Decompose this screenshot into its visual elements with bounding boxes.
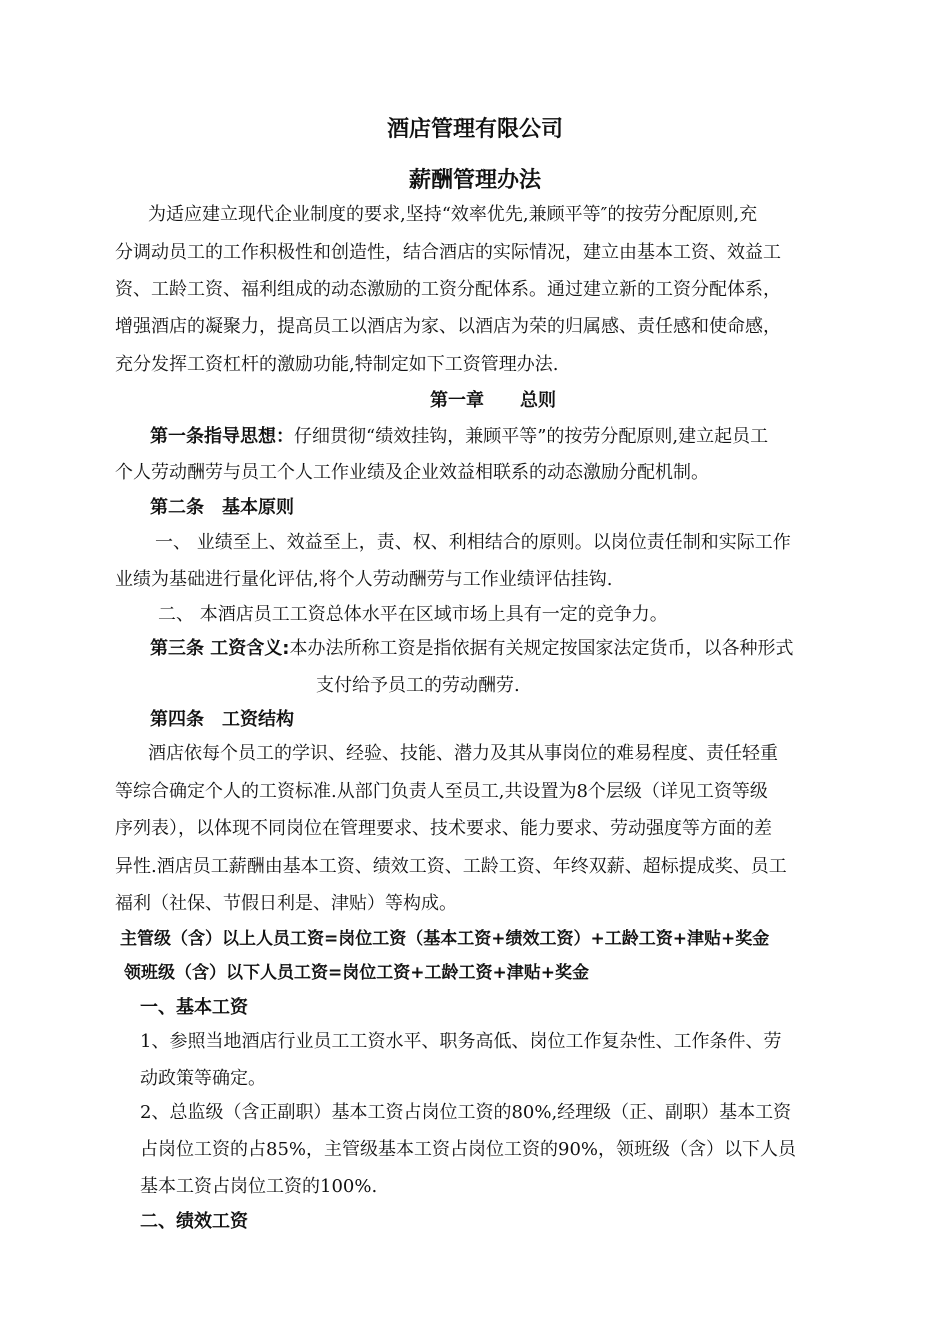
intro-line: 分调动员工的工作积极性和创造性，结合酒店的实际情况，建立由基本工资、效益工: [115, 242, 781, 263]
intro-line: 充分发挥工资杠杆的激励功能,特制定如下工资管理办法.: [115, 354, 559, 375]
salary-formula-foreman: 领班级（含）以下人员工资=岗位工资+工龄工资+津贴+奖金: [124, 963, 589, 983]
intro-line: 为适应建立现代企业制度的要求,坚持“效率优先,兼顾平等″的按劳分配原则,充: [148, 204, 758, 225]
article-3-heading: 第三条 工资含义:: [150, 638, 290, 659]
article-4-line: 异性.酒店员工薪酬由基本工资、绩效工资、工龄工资、年终双薪、超标提成奖、员工: [115, 856, 787, 877]
company-title: 酒店管理有限公司: [386, 117, 563, 142]
salary-formula-supervisor: 主管级（含）以上人员工资=岗位工资（基本工资+绩效工资）+工龄工资+津贴+奖金: [120, 929, 770, 949]
article-4-line: 酒店依每个员工的学识、经验、技能、潜力及其从事岗位的难易程度、责任轻重: [148, 743, 778, 764]
section-1-heading: 一、基本工资: [140, 997, 248, 1018]
section-1-line: 2、总监级（含正副职）基本工资占岗位工资的80%,经理级（正、副职）基本工资: [140, 1102, 792, 1123]
article-4-line: 等综合确定个人的工资标准.从部门负责人至员工,共设置为8个层级（详见工资等级: [115, 781, 768, 802]
article-1-text: 个人劳动酬劳与员工个人工作业绩及企业效益相联系的动态激励分配机制。: [115, 462, 709, 483]
intro-line: 增强酒店的凝聚力，提高员工以酒店为家、以酒店为荣的归属感、责任感和使命感，: [115, 316, 781, 337]
article-1-text: 仔细贯彻“绩效挂钩，兼顾平等”的按劳分配原则,建立起员工: [294, 426, 769, 447]
article-2-item: 业绩为基础进行量化评估,将个人劳动酬劳与工作业绩评估挂钩.: [115, 569, 613, 590]
section-1-line: 占岗位工资的占85%，主管级基本工资占岗位工资的90%，领班级（含）以下人员: [140, 1139, 797, 1160]
article-2-item: 一、 业绩至上、效益至上，责、权、利相结合的原则。以岗位责任制和实际工作: [155, 532, 791, 553]
document-title: 薪酬管理办法: [408, 168, 541, 193]
section-1-line: 基本工资占岗位工资的100%.: [140, 1176, 378, 1197]
section-2-heading: 二、绩效工资: [140, 1211, 248, 1232]
article-1-heading: 第一条指导思想：: [150, 426, 294, 447]
section-1-line: 1、参照当地酒店行业员工工资水平、职务高低、岗位工作复杂性、工作条件、劳: [140, 1031, 782, 1052]
article-2-item: 二、 本酒店员工工资总体水平在区域市场上具有一定的竞争力。: [158, 604, 668, 625]
article-1: [150, 425, 768, 449]
section-1-line: 动政策等确定。: [140, 1068, 266, 1089]
chapter-heading: 第一章 总则: [430, 390, 556, 411]
article-4-line: 福利（社保、节假日利是、津贴）等构成。: [115, 893, 457, 914]
article-3-text: 本办法所称工资是指依据有关规定按国家法定货币，以各种形式: [289, 638, 794, 659]
article-2-heading: 第二条 基本原则: [150, 497, 294, 518]
article-4-heading: 第四条 工资结构: [150, 709, 294, 730]
article-3-text: 支付给予员工的劳动酬劳.: [316, 675, 520, 696]
article-3: [150, 637, 793, 661]
article-4-line: 序列表），以体现不同岗位在管理要求、技术要求、能力要求、劳动强度等方面的差: [115, 818, 772, 839]
intro-line: 资、工龄工资、福利组成的动态激励的工资分配体系。通过建立新的工资分配体系，: [115, 279, 781, 300]
